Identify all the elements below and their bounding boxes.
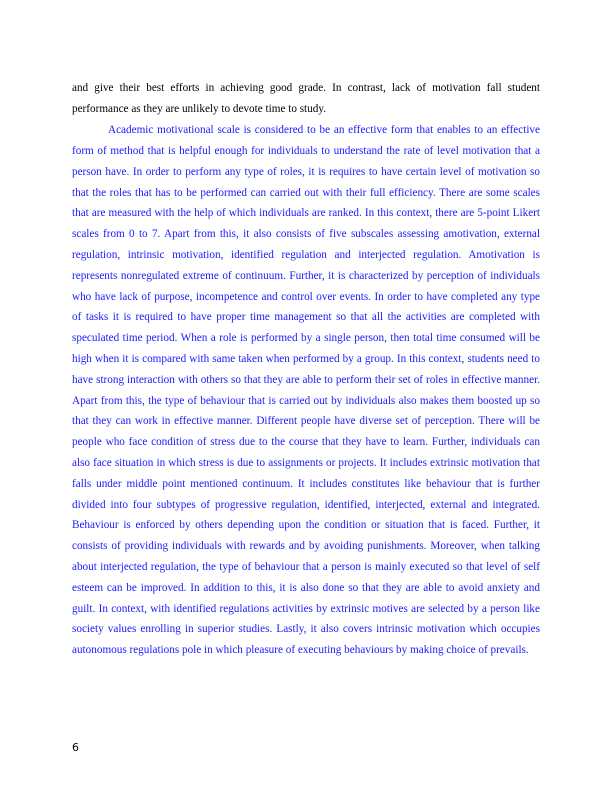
continuation-paragraph: and give their best efforts in achieving good grade. In contrast, lack of motivation fall student performance as they are unlikely to devote time to study. (72, 82, 540, 115)
page-number: 6 (72, 741, 79, 754)
main-paragraph: Academic motivational scale is considered to be an effective form that enables to an effective form of method that is helpful enough for individuals to understand the rate of level motivation that a person have. In order to perform any type of roles, it is requires to have certain level of motivation so that the roles that has to be performed can carried out with their full efficiency. There are some scales that are measured with the help of which individuals are ranked. In this context, there are 5-point Likert scales from 0 to 7. Apart from this, it also consists of five subscales assessing amotivation, external regulation, intrinsic motivation, identified regulation and interjected regulation. Amotivation is represents nonregulated extreme of continuum. Further, it is characterized by perception of individuals who have lack of purpose, incompetence and control over events. In order to have completed any type of tasks it is required to have proper time management so that all the activities are completed with speculated time period. When a role is performed by a single person, then total time consumed will be high when it is compared with same taken when performed by a group. In this context, students need to have strong interaction with others so that they are able to perform their set of roles in effective manner. Apart from this, the type of behaviour that is carried out by individuals also makes them boosted up so that they can work in effective manner. Different people have diverse set of perception. There will be people who face condition of stress due to the course that they have to learn. Further, individuals can also face situation in which stress is due to assignments or projects. It includes extrinsic motivation that falls under middle point mentioned continuum. It includes constitutes like behaviour that is further divided into four subtypes of progressive regulation, identified, interjected, external and integrated. Behaviour is enforced by others depending upon the condition or situation that is faced. Further, it consists of providing individuals with rewards and by avoiding punishments. Moreover, when talking about interjected regulation, the type of behaviour that a person is mainly executed so that level of self esteem can be improved. In addition to this, it is also done so that they are able to avoid anxiety and guilt. In context, with identified regulations activities by extrinsic motives are selected by a person like society values enrolling in superior studies. Lastly, it also covers intrinsic motivation which occupies autonomous regulations pole in which pleasure of executing behaviours by making choice of prevails. (72, 124, 540, 657)
